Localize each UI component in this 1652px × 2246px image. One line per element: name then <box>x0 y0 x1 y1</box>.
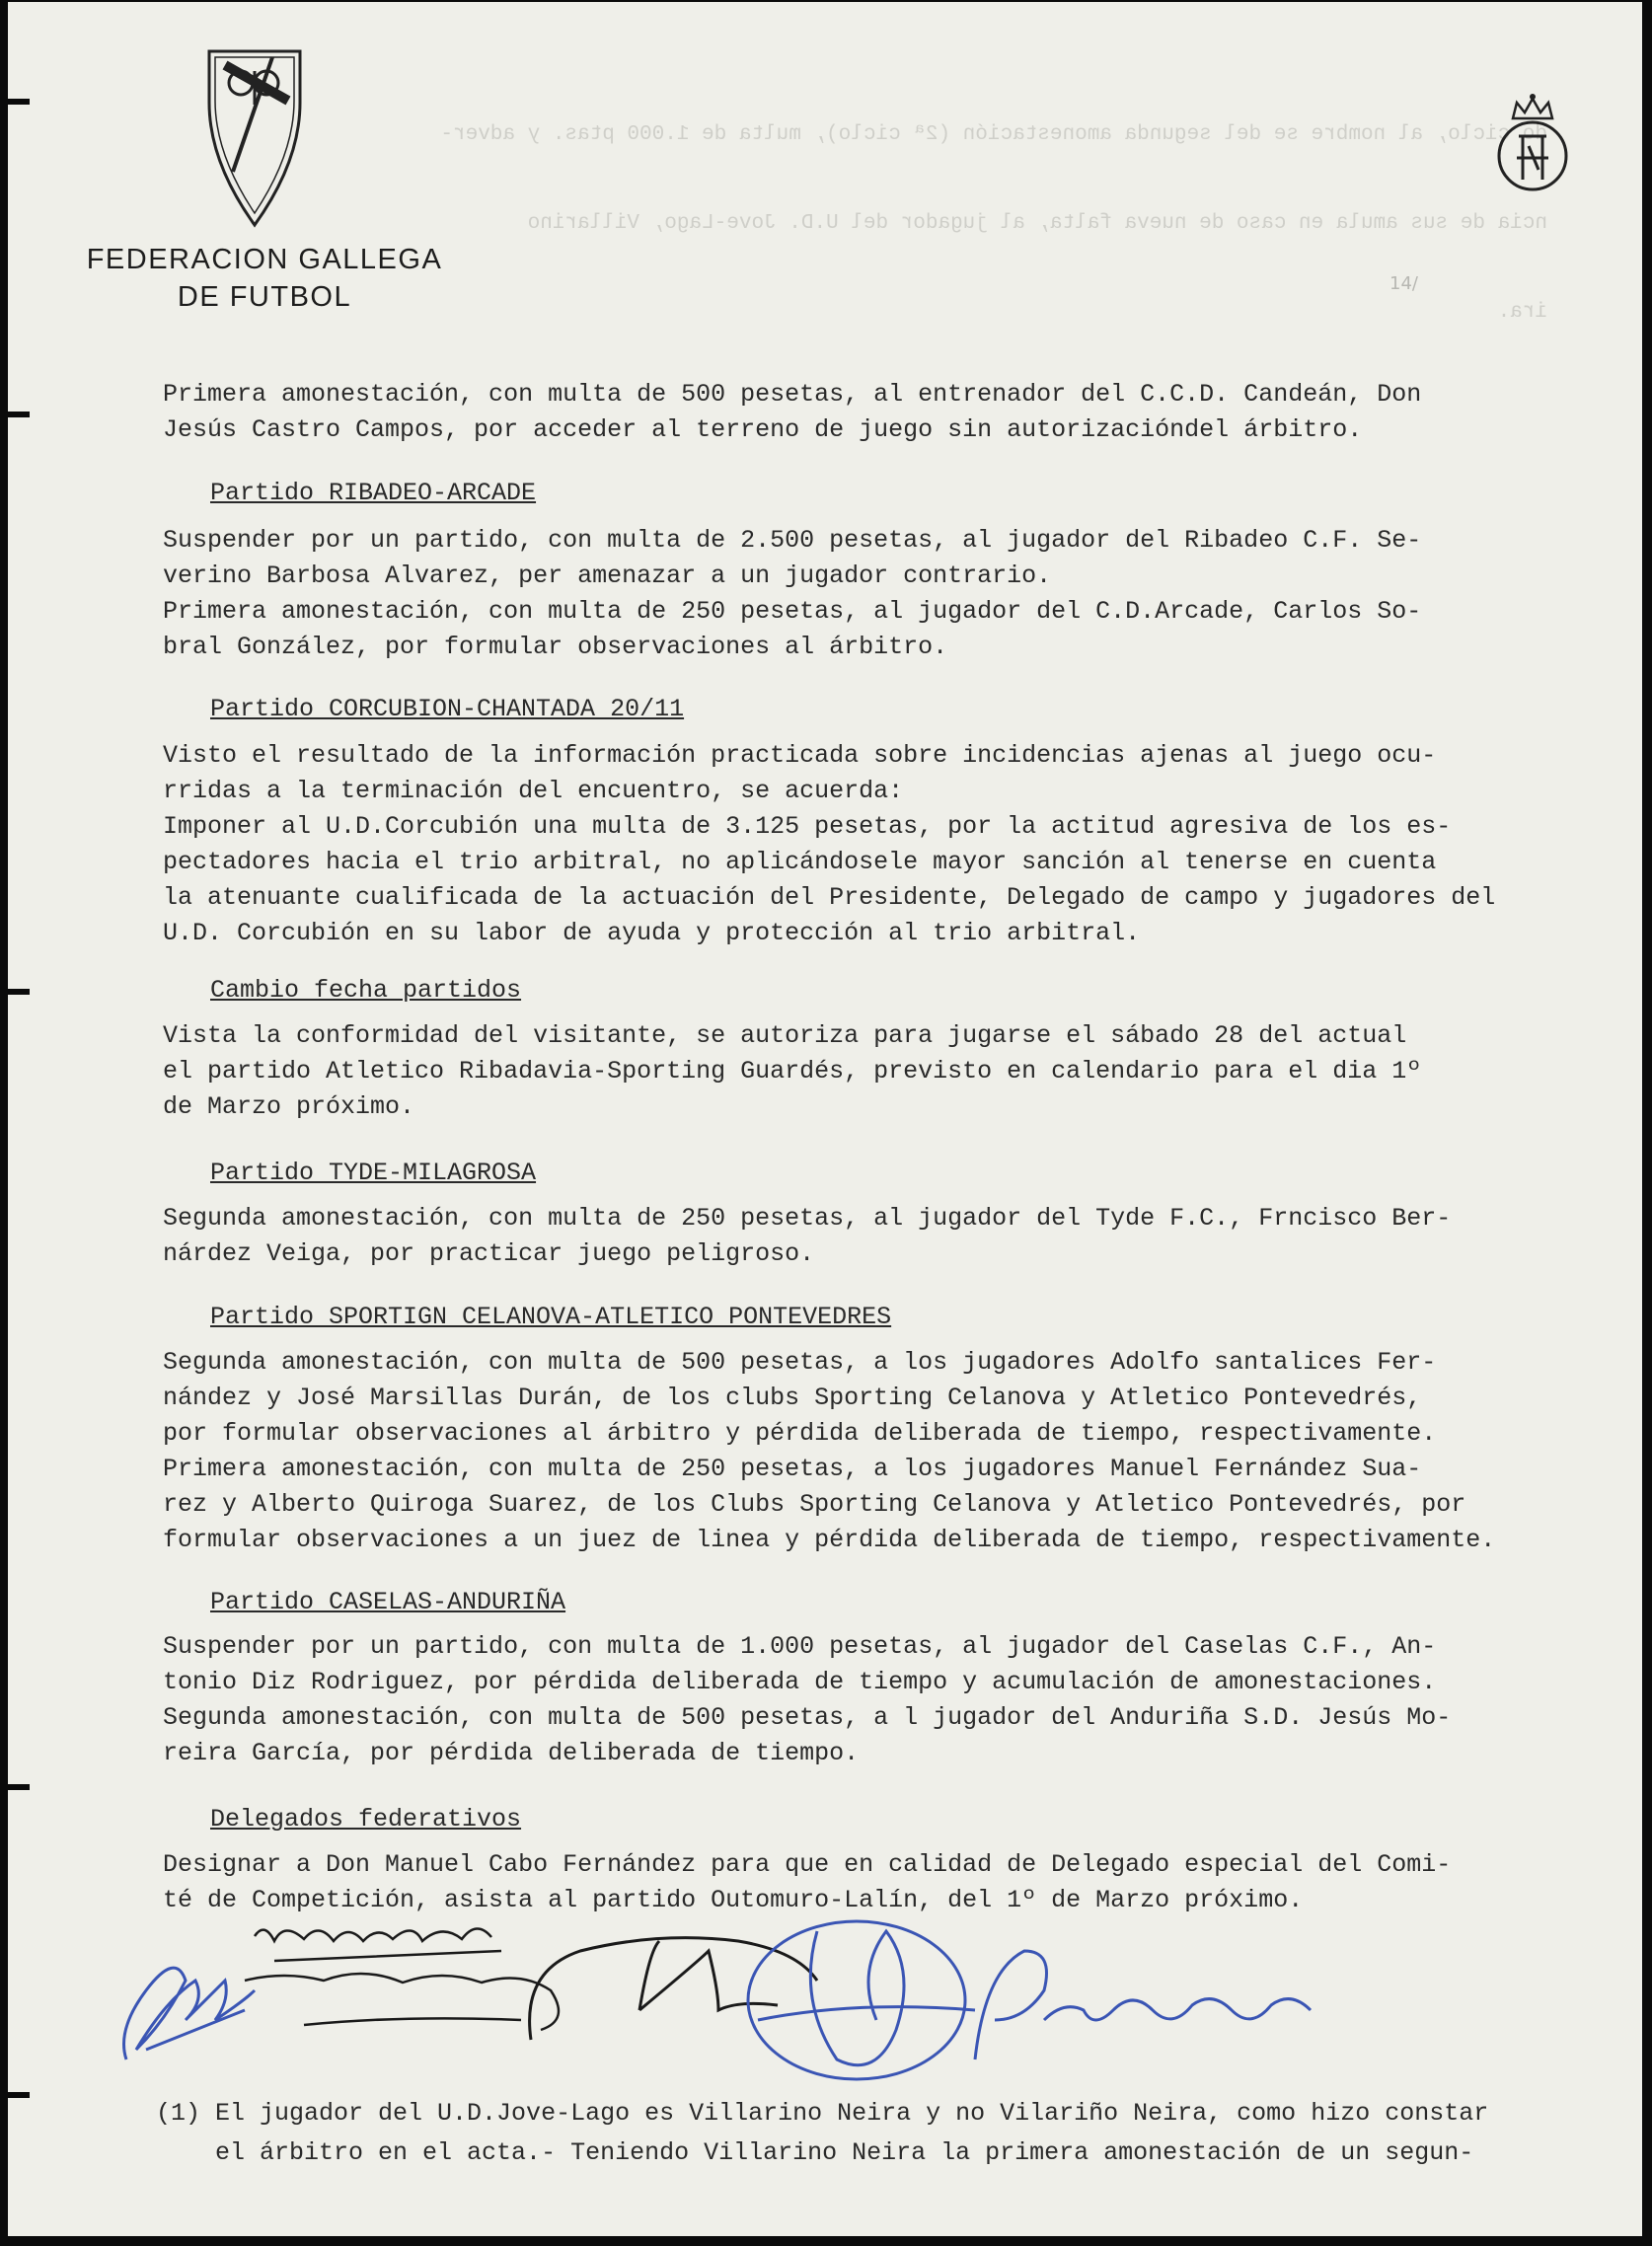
document-page <box>8 2 1642 2236</box>
black-signature-top <box>245 1928 559 2030</box>
section-heading: Cambio fecha partidos <box>210 976 522 1005</box>
section-heading: Partido TYDE-MILAGROSA <box>210 1159 537 1187</box>
resolution-section <box>118 1847 1452 1918</box>
pencil-mark: 14/ <box>1389 273 1418 294</box>
footnote <box>156 2094 1488 2173</box>
text-line: Suspender por un partido, con multa de 2.500 pesetas, al jugador del Ribadeo C.F. Se- <box>118 526 1422 555</box>
text-line: Primera amonestación, con multa de 500 pesetas, al entrenador del C.C.D. Candeán, Don <box>118 380 1422 409</box>
text-line: nández y José Marsillas Durán, de los clubs Sporting Celanova y Atletico Pontevedrés, <box>118 1384 1422 1412</box>
footnote-line: (1) El jugador del U.D.Jove-Lago es Villarino Neira y no Vilariño Neira, como hizo constar <box>156 2099 1489 2128</box>
binding-hole <box>8 2092 30 2098</box>
bleed-line: ncia de sus amula en caso de nueva falta, al jugador del U.D. Jove-Lago, Villarino <box>527 212 1547 235</box>
bleed-line: ira. <box>1497 301 1547 324</box>
signatures-area <box>107 1911 1567 2089</box>
text-line: nárdez Veiga, por practicar juego peligroso. <box>118 1239 815 1268</box>
section-heading: Delegados federativos <box>210 1805 522 1834</box>
section-heading: Partido SPORTIGN CELANOVA-ATLETICO PONTEVEDRES <box>210 1303 892 1331</box>
blue-signature-left <box>124 1968 256 2059</box>
text-line: reira García, por pérdida deliberada de tiempo. <box>118 1739 860 1767</box>
resolution-section <box>118 1201 1452 1272</box>
section-heading: Partido CORCUBION-CHANTADA 20/11 <box>210 695 685 723</box>
text-line: Suspender por un partido, con multa de 1.000 pesetas, al jugador del Caselas C.F., An- <box>118 1632 1437 1661</box>
resolution-section <box>118 738 1496 951</box>
black-signature-middle <box>530 1938 817 2040</box>
footnote-line: el árbitro en el acta.- Teniendo Villarino Neira la primera amonestación de un segun- <box>156 2138 1474 2167</box>
section-heading: Partido CASELAS-ANDURIÑA <box>210 1588 566 1616</box>
text-line: la atenuante cualificada de la actuación del Presidente, Delegado de campo y jugadores del <box>118 883 1496 912</box>
rfef-crown-emblem <box>1493 89 1572 197</box>
text-line: tonio Diz Rodriguez, por pérdida deliberada de tiempo y acumulación de amonestaciones. <box>118 1668 1437 1696</box>
resolution-section <box>118 1018 1422 1125</box>
text-line: U.D. Corcubión en su labor de ayuda y protección al trio arbitral. <box>118 919 1141 947</box>
text-line: verino Barbosa Alvarez, per amenazar a un jugador contrario. <box>118 562 1052 590</box>
bleed-line: do ciclo, al nombre se del segunda amonestación (2ª ciclo), multa de 1.000 ptas. y adver- <box>440 123 1547 146</box>
text-line: Imponer al U.D.Corcubión una multa de 3.125 pesetas, por la actitud agresiva de los es- <box>118 812 1452 841</box>
binding-hole <box>8 989 30 995</box>
text-line: Segunda amonestación, con multa de 250 pesetas, al jugador del Tyde F.C., Frncisco Ber- <box>118 1204 1452 1233</box>
text-line: de Marzo próximo. <box>118 1092 415 1121</box>
federation-crest-logo <box>203 43 306 231</box>
text-line: Jesús Castro Campos, por acceder al terreno de juego sin autorizacióndel árbitro. <box>118 415 1363 444</box>
text-line: bral González, por formular observaciones al árbitro. <box>118 633 948 661</box>
federation-name <box>57 241 472 316</box>
text-line: rridas a la terminación del encuentro, se acuerda: <box>118 777 904 805</box>
text-line: pectadores hacia el trio arbitral, no aplicándosele mayor sanción al tenerse en cuenta <box>118 848 1437 876</box>
resolution-section <box>118 1345 1496 1558</box>
binding-hole <box>8 412 30 417</box>
text-line: el partido Atletico Ribadavia-Sporting Guardés, previsto en calendario para el dia 1º <box>118 1057 1422 1086</box>
text-line: Visto el resultado de la información practicada sobre incidencias ajenas al juego ocu- <box>118 741 1437 770</box>
text-line: formular observaciones a un juez de linea y pérdida deliberada de tiempo, respectivamente. <box>118 1526 1496 1554</box>
text-line: Segunda amonestación, con multa de 500 pesetas, a l jugador del Anduriña S.D. Jesús Mo- <box>118 1703 1452 1732</box>
binding-hole <box>8 1784 30 1790</box>
resolution-section <box>118 377 1422 448</box>
binding-hole <box>8 99 30 105</box>
text-line: Segunda amonestación, con multa de 500 pesetas, a los jugadores Adolfo santalices Fer- <box>118 1348 1437 1377</box>
federation-name-line2: DE FUTBOL <box>177 281 352 313</box>
text-line: Vista la conformidad del visitante, se autoriza para jugarse el sábado 28 del actual <box>118 1021 1407 1050</box>
text-line: rez y Alberto Quiroga Suarez, de los Clubs Sporting Celanova y Atletico Pontevedrés, por <box>118 1490 1466 1519</box>
blue-signature-right <box>975 1951 1311 2059</box>
resolution-section <box>118 523 1422 665</box>
section-heading: Partido RIBADEO-ARCADE <box>210 479 537 507</box>
text-line: Designar a Don Manuel Cabo Fernández para que en calidad de Delegado especial del Comi- <box>118 1850 1452 1879</box>
blue-signature-stamp <box>748 1921 975 2079</box>
text-line: por formular observaciones al árbitro y pérdida deliberada de tiempo, respectivamente. <box>118 1419 1437 1448</box>
text-line: Primera amonestación, con multa de 250 pesetas, a los jugadores Manuel Fernández Sua- <box>118 1455 1422 1483</box>
federation-name-line1: FEDERACION GALLEGA <box>86 244 443 275</box>
text-line: té de Competición, asista al partido Outomuro-Lalín, del 1º de Marzo próximo. <box>118 1886 1304 1914</box>
text-line: Primera amonestación, con multa de 250 pesetas, al jugador del C.D.Arcade, Carlos So- <box>118 597 1422 626</box>
resolution-section <box>118 1629 1452 1771</box>
